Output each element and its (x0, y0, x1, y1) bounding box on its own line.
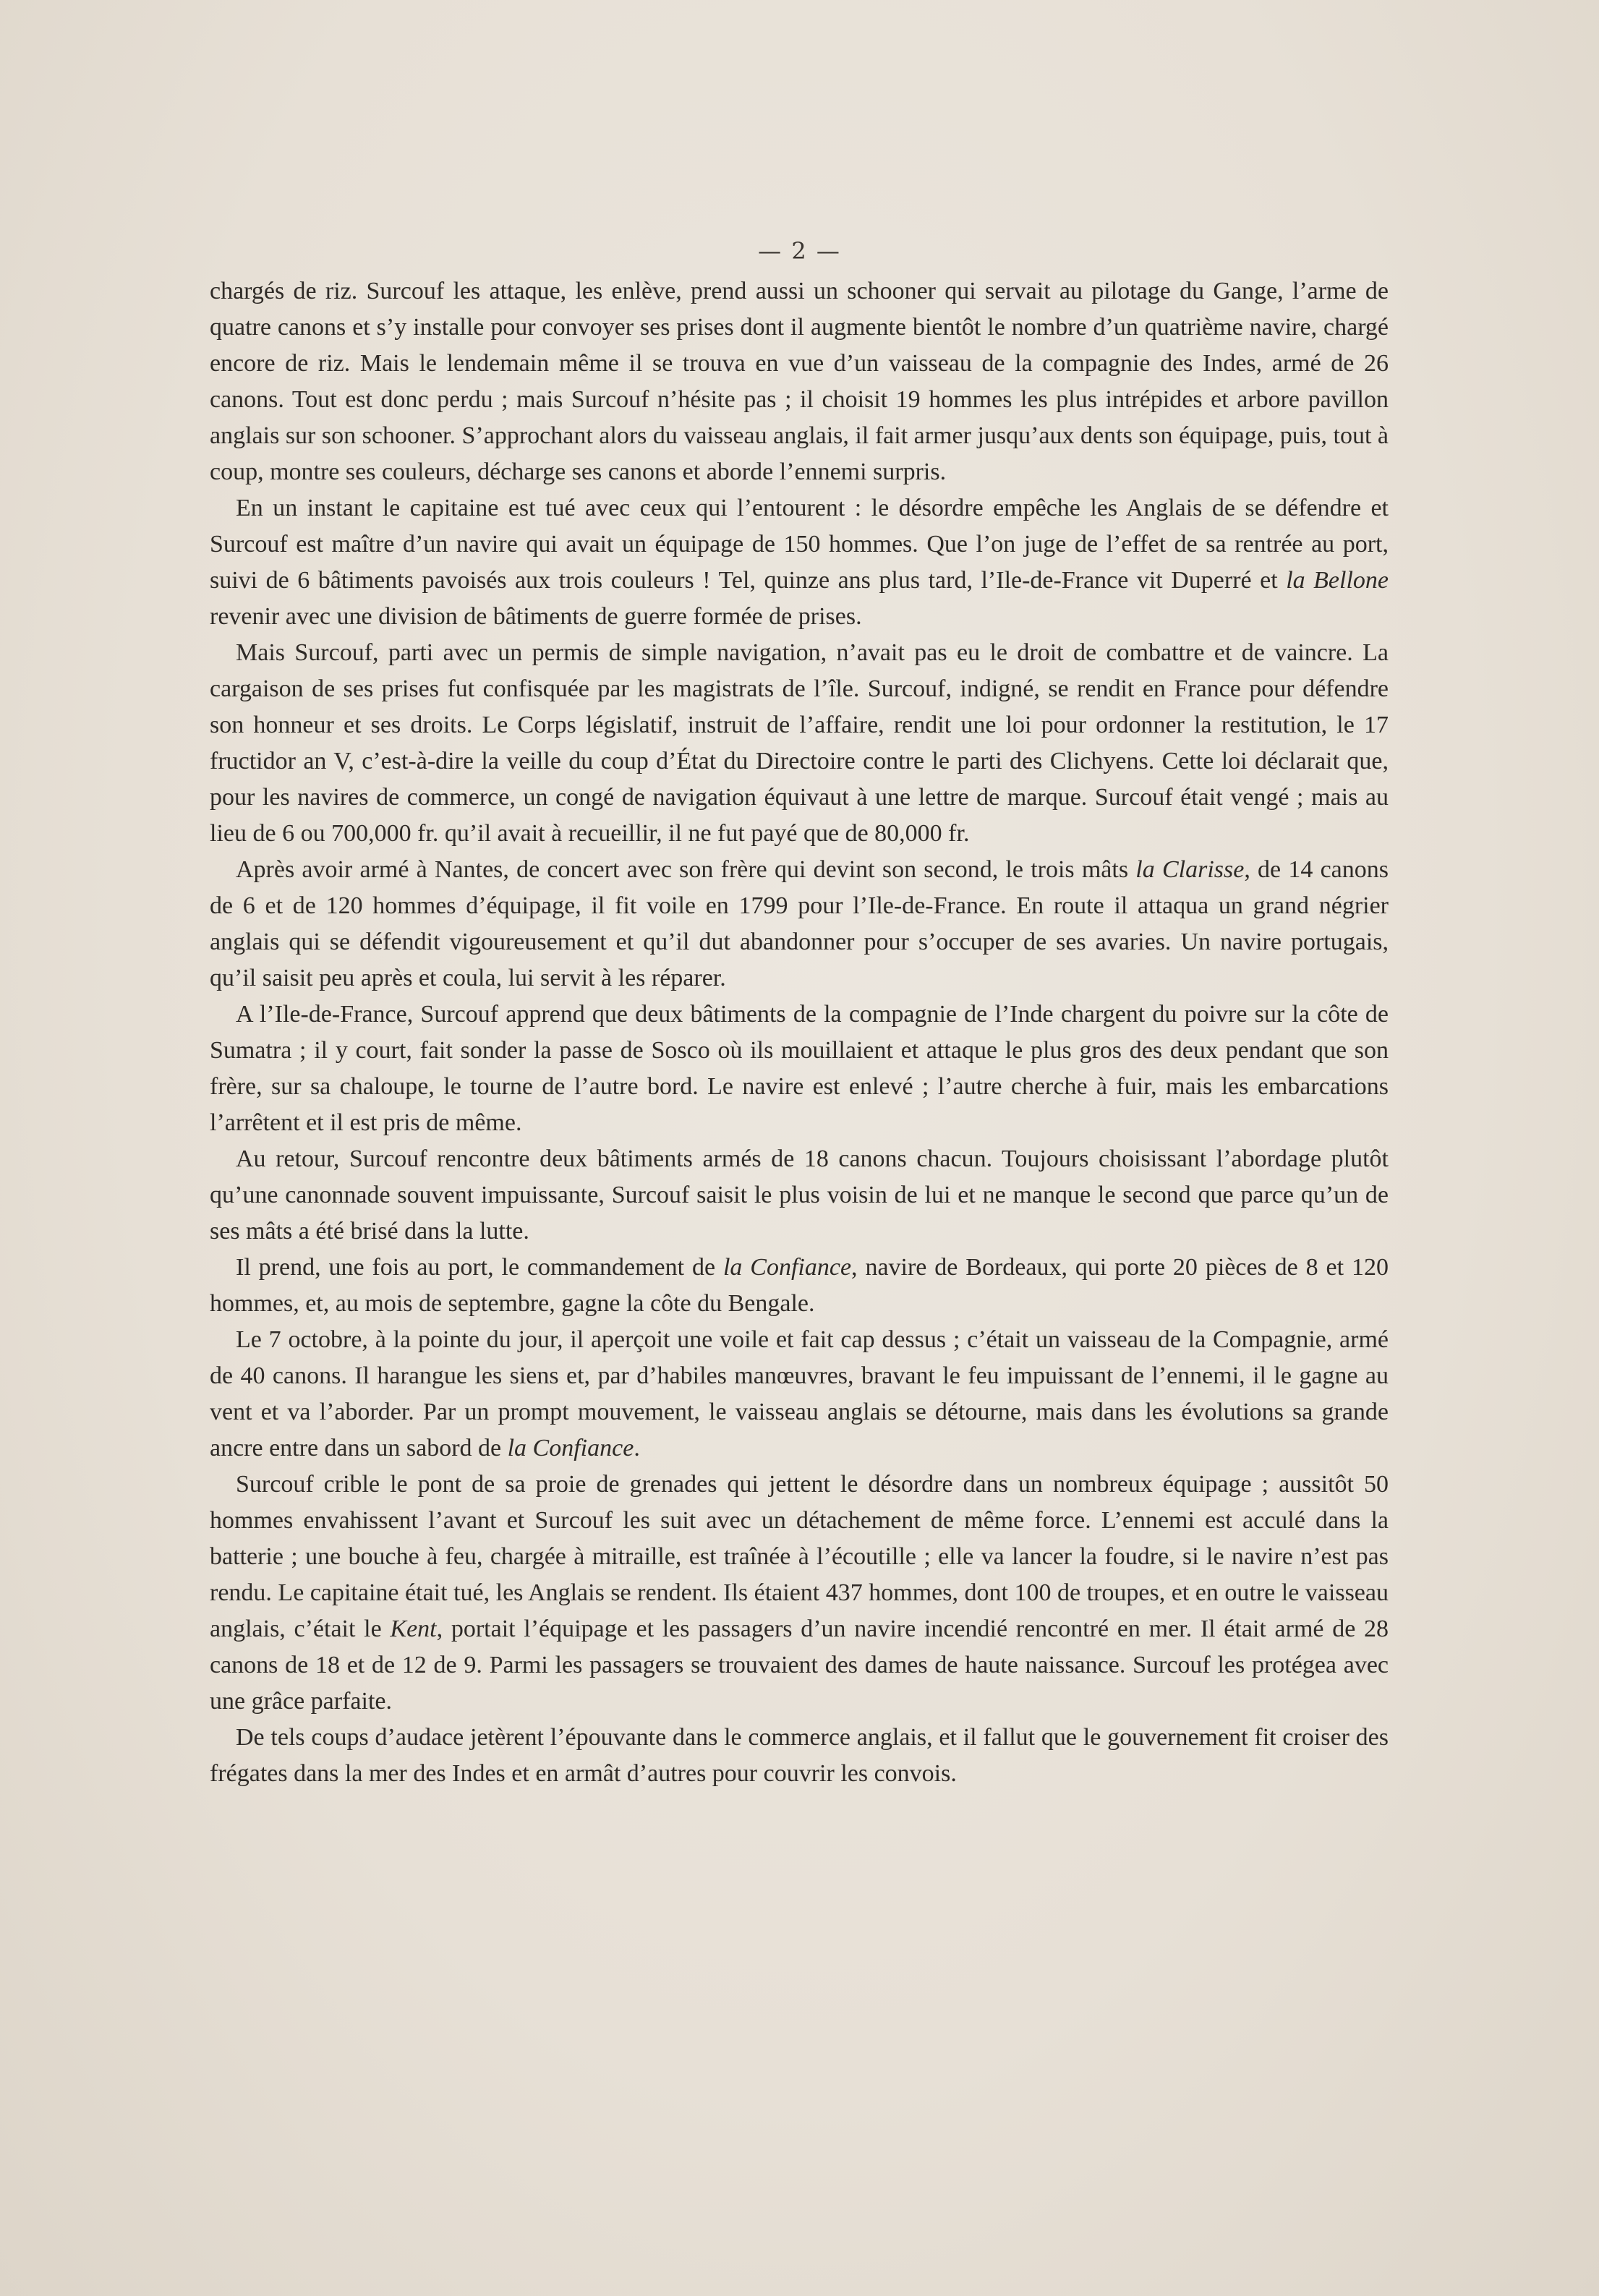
text-run: revenir avec une division de bâtiments de guerre formée de prises. (210, 603, 862, 630)
italic-text: la Confiance (722, 1254, 852, 1281)
paragraph (210, 273, 1389, 490)
text-run: De tels coups d’audace jetèrent l’épouvante dans le commerce anglais, et il fallut que le gouvernement fit croiser des frégates dans la mer des Indes et en armât d’autres pour couvrir les convois. (210, 1724, 1389, 1787)
paragraph (210, 1720, 1389, 1792)
italic-text: la Confiance (507, 1435, 634, 1461)
text-run: Le 7 octobre, à la pointe du jour, il aperçoit une voile et fait cap dessus ; c’était un vaisseau de la Compagnie, armé de 40 canons. Il harangue les siens et, par d’habiles manœuvres, bravant le feu impuissant de l’ennemi, il le gagne au vent et va l’aborder. Par un prompt mouvement, le vaisseau anglais se détourne, mais dans les évolutions sa grande ancre entre dans un sabord de (210, 1326, 1389, 1461)
text-run: Il prend, une fois au port, le commandement de (236, 1254, 723, 1281)
paragraph (210, 635, 1389, 852)
text-run: , portait l’équipage et les passagers d’un navire incendié rencontré en mer. Il était armé de 28 canons de 18 et de 12 de 9. Parmi les passagers se trouvaient des dames de haute naissance. Surcouf les protégea avec une grâce parfaite. (210, 1616, 1389, 1715)
text-run: Après avoir armé à Nantes, de concert avec son frère qui devint son second, le trois mâts (236, 856, 1136, 883)
text-run: . (634, 1435, 640, 1461)
text-run: Surcouf crible le pont de sa proie de grenades qui jettent le désordre dans un nombreux équipage ; aussitôt 50 hommes envahissent l’avant et Surcouf les suit avec un détachement de même force. L’ennemi est acculé dans la batterie ; une bouche à feu, chargée à mitraille, est traînée à l’écoutille ; elle va lancer la foudre, si le navire n’est pas rendu. Le capitaine était tué, les Anglais se rendent. Ils étaient 437 hommes, dont 100 de troupes, et en outre le vaisseau anglais, c’était le (210, 1471, 1389, 1642)
text-run: chargés de riz. Surcouf les attaque, les enlève, prend aussi un schooner qui servait au pilotage du Gange, l’arme de quatre canons et s’y installe pour convoyer ses prises dont il augmente bientôt le nombre d’un quatrième navire, chargé encore de riz. Mais le lendemain même il se trouva en vue d’un vaisseau de la compagnie des Indes, armé de 26 canons. Tout est donc perdu ; mais Surcouf n’hésite pas ; il choisit 19 hommes les plus intrépides et arbore pavillon anglais sur son schooner. S’approchant alors du vaisseau anglais, il fait armer jusqu’aux dents son équipage, puis, tout à coup, montre ses couleurs, décharge ses canons et aborde l’ennemi surpris. (210, 278, 1389, 485)
paragraph (210, 1322, 1389, 1467)
text-run: Mais Surcouf, parti avec un permis de simple navigation, n’avait pas eu le droit de combattre et de vaincre. La cargaison de ses prises fut confisquée par les magistrats de l’île. Surcouf, indigné, se rendit en France pour défendre son honneur et ses droits. Le Corps législatif, instruit de l’affaire, rendit une loi pour ordonner la restitution, le 17 fructidor an V, c’est-à-dire la veille du coup d’État du Directoire contre le parti des Clichyens. Cette loi déclarait que, pour les navires de commerce, un congé de navigation équivaut à une lettre de marque. Surcouf était vengé ; mais au lieu de 6 ou 700,000 fr. qu’il avait à recueillir, il ne fut payé que de 80,000 fr. (210, 639, 1389, 847)
text-run: , de 14 canons de 6 et de 120 hommes d’équipage, il fit voile en 1799 pour l’Ile-de-France. En route il attaqua un grand négrier anglais qui se défendit vigoureusement et qu’il dut abandonner pour s’occuper de ses avaries. Un navire portugais, qu’il saisit peu après et coula, lui servit à les réparer. (210, 856, 1389, 991)
paragraph (210, 1141, 1389, 1250)
paragraph (210, 852, 1389, 997)
italic-text: Kent (390, 1616, 437, 1642)
italic-text: la Bellone (1286, 567, 1389, 594)
text-run: , navire de Bordeaux, qui porte 20 pièces de 8 et 120 hommes, et, au mois de septembre, gagne la côte du Bengale. (210, 1254, 1389, 1317)
page-number: — 2 — (758, 237, 841, 265)
text-run: En un instant le capitaine est tué avec ceux qui l’entourent : le désordre empêche les Anglais de se défendre et Surcouf est maître d’un navire qui avait un équipage de 150 hommes. Que l’on juge de l’effet de sa rentrée au port, suivi de 6 bâtiments pavoisés aux trois couleurs ! Tel, quinze ans plus tard, l’Ile-de-France vit Duperré et (210, 495, 1389, 594)
text-run: A l’Ile-de-France, Surcouf apprend que deux bâtiments de la compagnie de l’Inde chargent du poivre sur la côte de Sumatra ; il y court, fait sonder la passe de Sosco où ils mouillaient et attaque le plus gros des deux pendant que son frère, sur sa chaloupe, le tourne de l’autre bord. Le navire est enlevé ; l’autre cherche à fuir, mais les embarcations l’arrêtent et il est pris de même. (210, 1001, 1389, 1136)
paragraph (210, 1250, 1389, 1322)
body-text (210, 273, 1389, 1792)
paragraph (210, 997, 1389, 1141)
text-run: Au retour, Surcouf rencontre deux bâtiments armés de 18 canons chacun. Toujours choisissant l’abordage plutôt qu’une canonnade souvent impuissante, Surcouf saisit le plus voisin de lui et ne manque le second que parce qu’un de ses mâts a été brisé dans la lutte. (210, 1145, 1389, 1245)
italic-text: la Clarisse (1135, 856, 1245, 883)
paragraph (210, 490, 1389, 635)
paragraph (210, 1467, 1389, 1720)
